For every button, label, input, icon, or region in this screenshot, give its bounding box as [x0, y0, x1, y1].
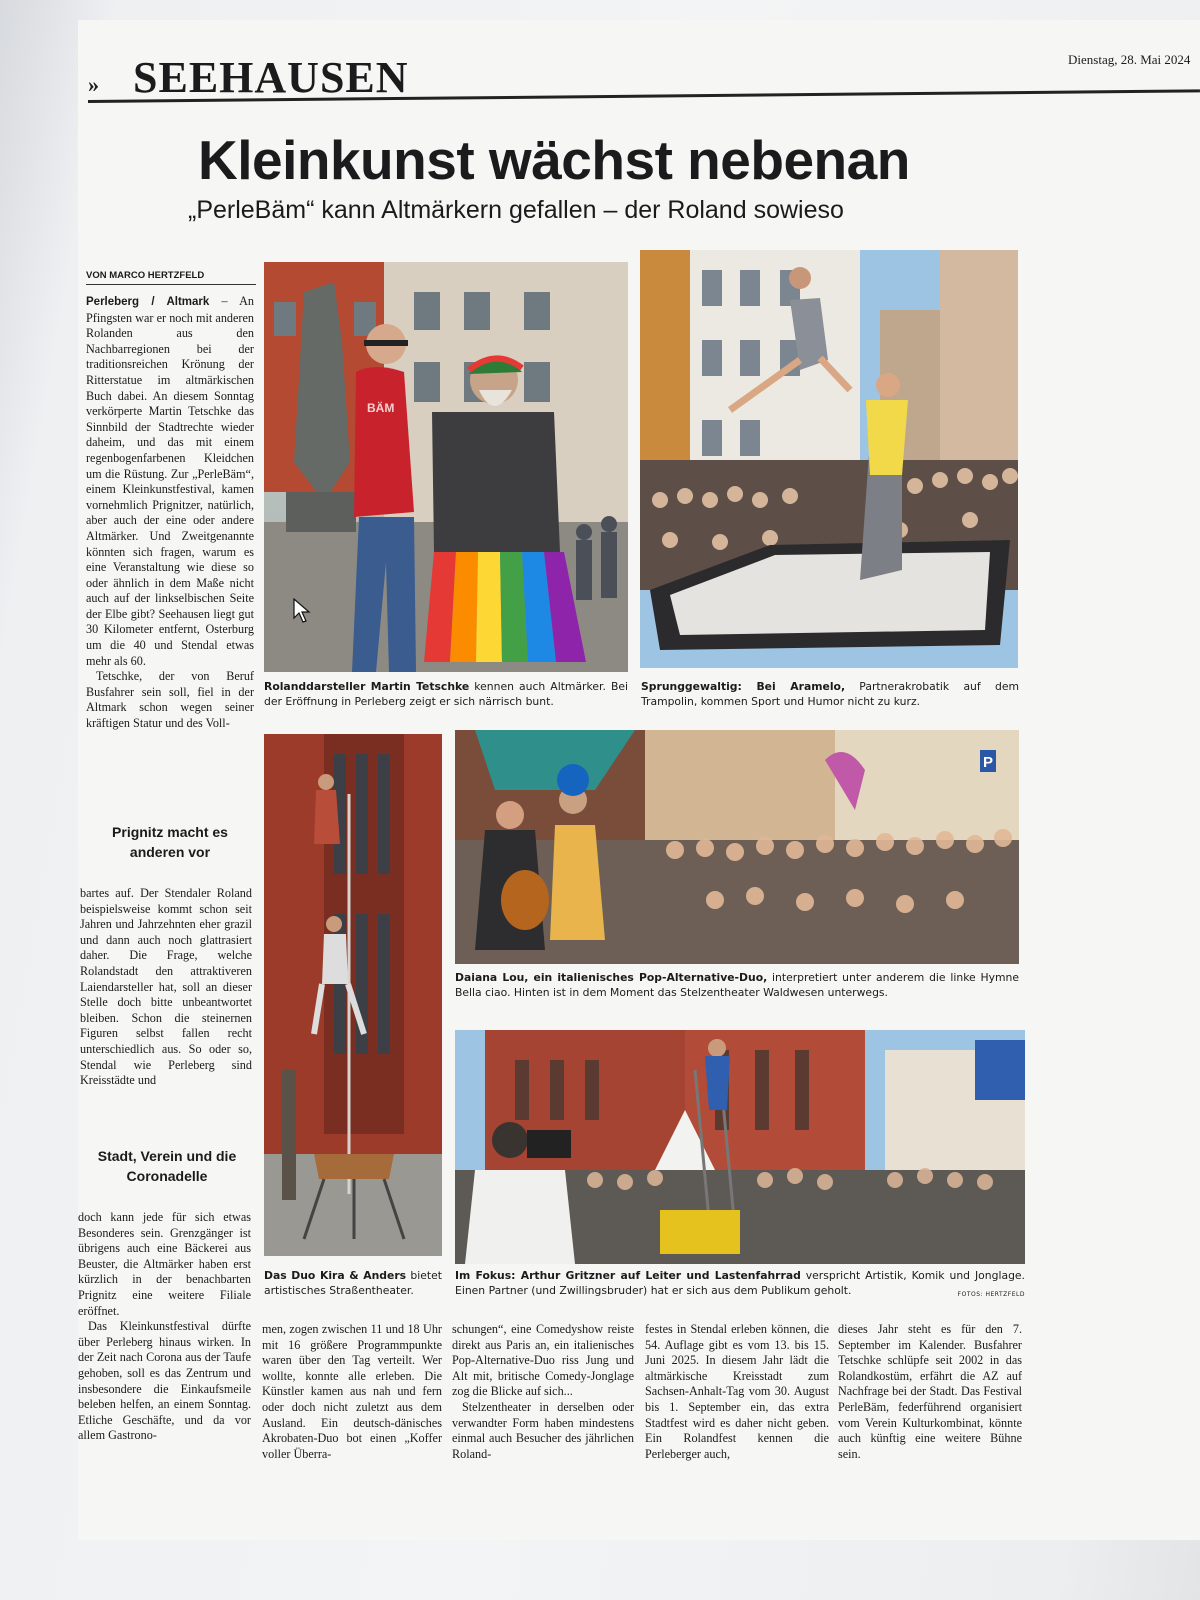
- caption-acrobats: [264, 1268, 442, 1298]
- body-column-5: [838, 1322, 1022, 1496]
- caption-bold: Das Duo Kira & Anders: [264, 1269, 407, 1282]
- subheadline: „PerleBäm“ kann Altmärkern gefallen – der Roland sowieso: [188, 196, 844, 224]
- intertitle: Stadt, Verein und die Coronadelle: [97, 1148, 237, 1184]
- body-column-4: [645, 1322, 829, 1496]
- caption-trampoline: [641, 679, 1019, 709]
- section-arrow: »: [88, 72, 99, 97]
- mouse-pointer-icon: [293, 598, 311, 624]
- body-text: festes in Stendal erleben können, die 54. Auflage gibt es vom 13. bis 15. Juni 2025. In diesem Jahr lädt die altmärkische Kreisstadt zum Sachsen-Anhalt-Tag vom 30. August bis 1. September ein, das extra Stadtfest wird es daher nicht geben. Ein Rolandfest kennen die Perleberger auch,: [645, 1322, 829, 1461]
- caption-ladder: [455, 1268, 1025, 1302]
- caption-bold: Sprunggewaltig: Bei Aramelo,: [641, 680, 846, 693]
- photo-acrobats: [264, 734, 442, 1256]
- shirt-print: BÄM: [367, 401, 395, 415]
- caption-bold: Daiana Lou, ein italienisches Pop-Alternative-Duo,: [455, 971, 768, 984]
- photo-ladder: [455, 1030, 1025, 1264]
- body-column-3: [452, 1322, 634, 1496]
- body-column-1b: [80, 886, 252, 1124]
- body-column-1a: [86, 294, 254, 784]
- headline: Kleinkunst wächst nebenan: [198, 129, 910, 191]
- caption-text: Partnerakrobatik auf dem Trampolin, kommen Sport und Humor nicht zu kurz.: [641, 680, 1019, 708]
- body-text: Stelzentheater in derselben oder verwandter Form haben mindestens einmal auch Besucher des jährlichen Roland-: [452, 1399, 634, 1461]
- body-text: – An Pfingsten war er noch mit anderen Rolanden aus den Nachbarregionen bei der traditionsreichen Krönung der Ritterstatue im altmärkischen Buch dabei. An diesem Sonntag verkörperte Martin Tetschke das Sinnbild der Stadtrechte wieder daheim, und das mit einem regenbogenfarbenen Kleidchen um die Rüstung. Zur „PerleBäm“, einem Kleinkunstfestival, kamen vornehmlich Prignitzer, natürlich, aber auch der eine oder andere Altmärker. Und Zweitgenannte könnten sich fragen, warum es eine Veranstaltung wie diese so oder ähnlich in dem Maße nicht auch auf der linkselbischen Seite der Elbe gibt? Seehausen liegt gut 30 Kilometer entfernt, Osterburg um die 40 und Stendal etwas mehr als 60.: [86, 294, 254, 668]
- byline: VON MARCO HERTZFELD: [86, 270, 256, 285]
- caption-band: [455, 970, 1019, 1000]
- photo-band: [455, 730, 1019, 964]
- body-text: Das Kleinkunstfestival dürfte über Perleberg hinaus wirken. In der Zeit nach Corona aus der Taufe gehoben, soll es das Zentrum und insbesondere die Einkaufsmeile beleben helfen, an einem Sonntag. Etliche Geschäfte, und da vor allem Gastrono-: [78, 1319, 251, 1443]
- section-title: SEEHAUSEN: [133, 53, 409, 102]
- body-text: doch kann jede für sich etwas Besonderes sein. Grenzgänger ist übrigens auch eine Bäckerei aus Beuster, die Altmärker haben erst kürzlich in der benachbarten Prignitz eine weitere Filiale eröffnet.: [78, 1210, 251, 1318]
- caption-bold: Im Fokus: Arthur Gritzner auf Leiter und Lastenfahrrad: [455, 1269, 801, 1282]
- caption-bold: Rolanddarsteller Martin Tetschke: [264, 680, 470, 693]
- body-text: schungen“, eine Comedyshow reiste direkt aus Paris an, ein italienisches Pop-Alternative-Duo riss Jung und Alt mit, britische Comedy-Jonglage zog die Blicke auf sich...: [452, 1322, 634, 1399]
- body-column-2: [262, 1322, 442, 1496]
- dateline-place: Perleberg / Altmark: [86, 296, 210, 308]
- intertitle: Prignitz macht es anderen vor: [112, 824, 228, 860]
- photo-trampoline: [640, 250, 1018, 668]
- body-text: bartes auf. Der Stendaler Roland beispielsweise kommt schon seit Jahren und Jahrzehnten eher grazil und dann auch noch glattrasiert daher. Die Frage, welche Rolandstadt den attraktiveren Laiendarsteller hat, soll an dieser Stelle doch bitte unbeantwortet bleiben. Schon die steinernen Figuren selbst fallen recht unterschiedlich aus. So oder so, Stendal wie Perleberg sind Kreisstädte und: [80, 886, 252, 1088]
- body-text: men, zogen zwischen 11 und 18 Uhr mit 16 größere Programmpunkte waren über den Tag verteilt. Wer wollte, konnte alle erleben. Die Künstler kamen aus nah und fern oder doch nicht zuletzt aus dem Ausland. Ein deutsch-dänisches Akrobaten-Duo bot einen „Koffer voller Überra-: [262, 1322, 442, 1461]
- caption-text: bietet artistisches Straßentheater.: [264, 1269, 442, 1297]
- caption-text: interpretiert unter anderem die linke Hymne Bella ciao. Hinten ist in dem Moment das Stelzentheater Waldwesen unterwegs.: [455, 971, 1019, 999]
- caption-roland: [264, 679, 628, 709]
- photo-credit: FOTOS: HERTZFELD: [957, 1291, 1025, 1298]
- caption-text: verspricht Artistik, Komik und Jonglage. Einen Partner (und Zwillingsbruder) hat er sich aus dem Publikum geholt.: [455, 1269, 1025, 1297]
- body-text: dieses Jahr steht es für den 7. September im Kalender. Busfahrer Tetschke schlüpfe seit 2002 in das Rolandkostüm, erfährt die AZ auf Nachfrage bei der Stadt. Das Festival PerleBäm, federführend organisiert vom Verein Kulturkombinat, könnte auch künftig eine weitere Bühne sein.: [838, 1322, 1022, 1461]
- body-text: Tetschke, der von Beruf Busfahrer sein soll, fiel in der Altmark schon wegen seiner kräftigen Statur und des Voll-: [86, 669, 254, 731]
- body-column-1c: [78, 1210, 251, 1490]
- caption-text: kennen auch Altmärker. Bei der Eröffnung in Perleberg zeigt er sich närrisch bunt.: [264, 680, 628, 708]
- issue-date: Dienstag, 28. Mai 2024: [1068, 52, 1191, 67]
- photo-roland: [264, 262, 628, 672]
- parking-sign: P: [983, 754, 994, 771]
